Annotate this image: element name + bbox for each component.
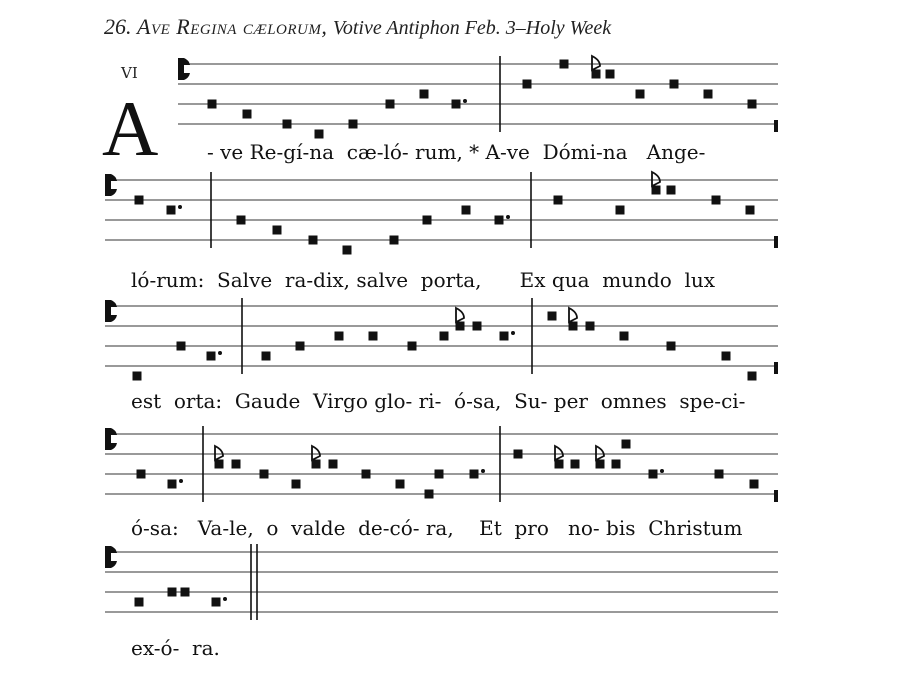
neume <box>420 90 429 99</box>
neume <box>514 450 523 459</box>
neume <box>262 352 271 361</box>
neume <box>386 100 395 109</box>
mode-label: VI <box>121 64 138 82</box>
neume <box>349 120 358 129</box>
neume <box>292 480 301 489</box>
neume <box>343 246 352 255</box>
mora-dot <box>223 597 227 601</box>
neume <box>571 460 580 469</box>
mora-dot <box>179 479 183 483</box>
neume <box>667 342 676 351</box>
liquescent-icon <box>592 56 600 70</box>
neume <box>555 460 564 469</box>
neume <box>207 352 216 361</box>
neume <box>462 206 471 215</box>
neume <box>329 460 338 469</box>
neume <box>569 322 578 331</box>
do-clef-icon <box>105 546 117 568</box>
neume <box>500 332 509 341</box>
neume <box>748 100 757 109</box>
custos-icon <box>774 236 778 248</box>
neume <box>390 236 399 245</box>
neume <box>168 588 177 597</box>
neume <box>232 460 241 469</box>
chant-name: Ave Regina cælorum, <box>137 14 328 39</box>
neume <box>452 100 461 109</box>
liquescent-icon <box>312 446 320 460</box>
liquescent-icon <box>456 308 464 322</box>
neume <box>137 470 146 479</box>
neume <box>237 216 246 225</box>
neume <box>423 216 432 225</box>
mora-dot <box>511 331 515 335</box>
neume <box>722 352 731 361</box>
neume <box>243 110 252 119</box>
neume <box>554 196 563 205</box>
neume <box>133 372 142 381</box>
mora-dot <box>660 469 664 473</box>
neume <box>215 460 224 469</box>
neume <box>495 216 504 225</box>
neume <box>369 332 378 341</box>
custos-icon <box>774 120 778 132</box>
neume <box>296 342 305 351</box>
neume <box>135 196 144 205</box>
neume <box>435 470 444 479</box>
neume <box>181 588 190 597</box>
neume <box>396 480 405 489</box>
chant-number: 26. <box>104 14 132 39</box>
neume <box>309 236 318 245</box>
mora-dot <box>218 351 222 355</box>
do-clef-icon <box>105 428 117 450</box>
neume <box>652 186 661 195</box>
neume <box>260 470 269 479</box>
neume <box>167 206 176 215</box>
neume <box>560 60 569 69</box>
neume <box>408 342 417 351</box>
initial-letter: A <box>102 85 159 172</box>
neume <box>612 460 621 469</box>
do-clef-icon <box>105 174 117 196</box>
neume <box>620 332 629 341</box>
neume <box>273 226 282 235</box>
do-clef-icon <box>178 58 190 80</box>
liquescent-icon <box>555 446 563 460</box>
liquescent-icon <box>215 446 223 460</box>
neume <box>586 322 595 331</box>
lyric-line-2: ló-rum: Salve ra-dix, salve porta, Ex qua mundo lux <box>131 268 716 292</box>
neume <box>208 100 217 109</box>
neume <box>548 312 557 321</box>
do-clef-icon <box>105 300 117 322</box>
neume <box>315 130 324 139</box>
neume <box>667 186 676 195</box>
neume <box>335 332 344 341</box>
neume <box>168 480 177 489</box>
neume <box>750 480 759 489</box>
neume <box>712 196 721 205</box>
chant-subtitle: Votive Antiphon Feb. 3–Holy Week <box>332 17 612 39</box>
neume <box>748 372 757 381</box>
neume <box>616 206 625 215</box>
neume <box>470 470 479 479</box>
mora-dot <box>481 469 485 473</box>
neume <box>592 70 601 79</box>
neume <box>523 80 532 89</box>
mora-dot <box>463 99 467 103</box>
neume <box>746 206 755 215</box>
neume <box>715 470 724 479</box>
custos-icon <box>774 490 778 502</box>
mora-dot <box>506 215 510 219</box>
neume <box>606 70 615 79</box>
neume <box>362 470 371 479</box>
lyric-line-3: est orta: Gaude Virgo glo- ri- ó-sa, Su- per omnes spe-ci- <box>131 389 746 413</box>
lyric-line-5: ex-ó- ra. <box>131 636 220 660</box>
lyric-line-1: - ve Re-gí-na cæ-ló- rum, * A-ve Dómi-na Ange- <box>207 140 706 164</box>
neume <box>283 120 292 129</box>
neume <box>704 90 713 99</box>
neume <box>425 490 434 499</box>
lyric-line-4: ó-sa: Va-le, o valde de-có- ra, Et pro no- bis Christum <box>131 516 743 540</box>
neume <box>622 440 631 449</box>
neume <box>440 332 449 341</box>
neume <box>670 80 679 89</box>
neume <box>177 342 186 351</box>
liquescent-icon <box>569 308 577 322</box>
custos-icon <box>774 362 778 374</box>
neume <box>135 598 144 607</box>
neume <box>312 460 321 469</box>
neume <box>649 470 658 479</box>
neume <box>473 322 482 331</box>
neume <box>212 598 221 607</box>
liquescent-icon <box>652 172 660 186</box>
mora-dot <box>178 205 182 209</box>
neume <box>456 322 465 331</box>
neume <box>636 90 645 99</box>
neume <box>596 460 605 469</box>
liquescent-icon <box>596 446 604 460</box>
